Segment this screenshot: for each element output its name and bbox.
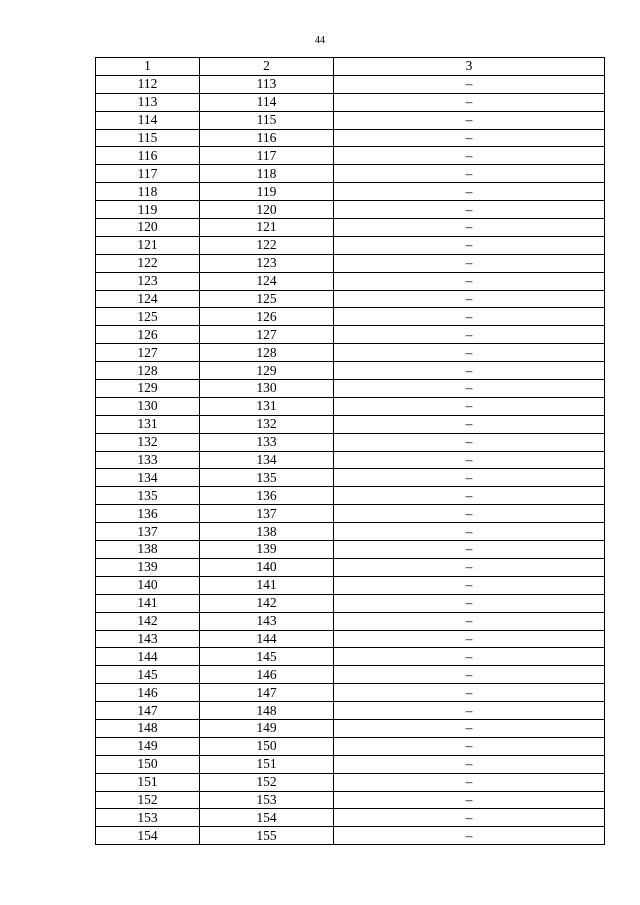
table-cell-col-2: 154 [200, 809, 334, 827]
table-cell-col-1: 150 [96, 755, 200, 773]
table-row [96, 773, 605, 791]
table-cell-col-3: – [334, 236, 605, 254]
table-cell-col-1: 152 [96, 791, 200, 809]
table-cell-col-3: – [334, 666, 605, 684]
table-row [96, 469, 605, 487]
table-cell-col-1: 124 [96, 290, 200, 308]
table-cell-col-3: – [334, 75, 605, 93]
table-cell-col-1: 137 [96, 523, 200, 541]
table-cell-col-3: – [334, 290, 605, 308]
table-cell-col-2: 128 [200, 344, 334, 362]
table-cell-col-2: 118 [200, 165, 334, 183]
table-row [96, 433, 605, 451]
table-row [96, 505, 605, 523]
header-cell-col-1: 1 [96, 58, 200, 76]
table-cell-col-3: – [334, 451, 605, 469]
table-cell-col-3: – [334, 147, 605, 165]
table-cell-col-3: – [334, 755, 605, 773]
table-row [96, 719, 605, 737]
table-row [96, 523, 605, 541]
table-cell-col-3: – [334, 469, 605, 487]
table-cell-col-1: 122 [96, 254, 200, 272]
table-cell-col-1: 125 [96, 308, 200, 326]
table-cell-col-2: 146 [200, 666, 334, 684]
table-cell-col-3: – [334, 648, 605, 666]
table-cell-col-1: 118 [96, 183, 200, 201]
table-cell-col-3: – [334, 719, 605, 737]
table-cell-col-2: 133 [200, 433, 334, 451]
table-row [96, 201, 605, 219]
table-cell-col-1: 119 [96, 201, 200, 219]
table-row [96, 541, 605, 559]
table-cell-col-1: 141 [96, 594, 200, 612]
table-row [96, 648, 605, 666]
table-header [96, 58, 605, 76]
table-cell-col-3: – [334, 380, 605, 398]
table-cell-col-1: 115 [96, 129, 200, 147]
table-cell-col-2: 139 [200, 541, 334, 559]
table-cell-col-2: 123 [200, 254, 334, 272]
table-cell-col-1: 154 [96, 827, 200, 845]
table-cell-col-2: 131 [200, 397, 334, 415]
table-cell-col-3: – [334, 558, 605, 576]
table-cell-col-2: 152 [200, 773, 334, 791]
table-cell-col-1: 117 [96, 165, 200, 183]
table-cell-col-3: – [334, 433, 605, 451]
table-row [96, 558, 605, 576]
table-cell-col-1: 145 [96, 666, 200, 684]
table-row [96, 308, 605, 326]
table-row [96, 254, 605, 272]
table-cell-col-3: – [334, 201, 605, 219]
table-cell-col-1: 143 [96, 630, 200, 648]
table-cell-col-3: – [334, 773, 605, 791]
table-row [96, 75, 605, 93]
table-cell-col-1: 136 [96, 505, 200, 523]
table-row [96, 415, 605, 433]
table-row [96, 576, 605, 594]
table-cell-col-1: 127 [96, 344, 200, 362]
table-cell-col-3: – [334, 523, 605, 541]
table-cell-col-1: 146 [96, 684, 200, 702]
table-cell-col-2: 140 [200, 558, 334, 576]
table-row [96, 236, 605, 254]
table-cell-col-3: – [334, 791, 605, 809]
table-cell-col-2: 148 [200, 702, 334, 720]
table-cell-col-2: 119 [200, 183, 334, 201]
table-cell-col-1: 113 [96, 93, 200, 111]
table-cell-col-2: 144 [200, 630, 334, 648]
table-row [96, 344, 605, 362]
table-cell-col-2: 121 [200, 219, 334, 237]
table-cell-col-3: – [334, 326, 605, 344]
table-row [96, 397, 605, 415]
table-cell-col-2: 137 [200, 505, 334, 523]
table-row [96, 147, 605, 165]
table-row [96, 594, 605, 612]
table-row [96, 326, 605, 344]
table-cell-col-3: – [334, 362, 605, 380]
table-row [96, 487, 605, 505]
table-cell-col-1: 131 [96, 415, 200, 433]
table-cell-col-1: 144 [96, 648, 200, 666]
table-cell-col-1: 153 [96, 809, 200, 827]
table-cell-col-3: – [334, 93, 605, 111]
table-cell-col-3: – [334, 308, 605, 326]
table-cell-col-2: 126 [200, 308, 334, 326]
table-cell-col-1: 139 [96, 558, 200, 576]
table-cell-col-3: – [334, 487, 605, 505]
table-cell-col-3: – [334, 630, 605, 648]
table-cell-col-3: – [334, 129, 605, 147]
table-row [96, 809, 605, 827]
table-row [96, 737, 605, 755]
table-cell-col-2: 115 [200, 111, 334, 129]
table-cell-col-2: 155 [200, 827, 334, 845]
table-cell-col-2: 114 [200, 93, 334, 111]
table-cell-col-3: – [334, 111, 605, 129]
table-cell-col-1: 120 [96, 219, 200, 237]
table-row [96, 272, 605, 290]
table-cell-col-1: 126 [96, 326, 200, 344]
table-cell-col-2: 117 [200, 147, 334, 165]
table-cell-col-1: 142 [96, 612, 200, 630]
table-cell-col-3: – [334, 505, 605, 523]
table-cell-col-1: 133 [96, 451, 200, 469]
table-row [96, 362, 605, 380]
table-cell-col-3: – [334, 272, 605, 290]
table-cell-col-1: 121 [96, 236, 200, 254]
table-row [96, 129, 605, 147]
data-table [95, 57, 605, 845]
table-cell-col-1: 147 [96, 702, 200, 720]
table-cell-col-1: 151 [96, 773, 200, 791]
table-cell-col-3: – [334, 684, 605, 702]
table-row [96, 165, 605, 183]
table-cell-col-2: 135 [200, 469, 334, 487]
table-cell-col-2: 120 [200, 201, 334, 219]
table-cell-col-1: 140 [96, 576, 200, 594]
table-row [96, 290, 605, 308]
table-cell-col-2: 141 [200, 576, 334, 594]
table-cell-col-1: 134 [96, 469, 200, 487]
table-cell-col-3: – [334, 827, 605, 845]
table-cell-col-3: – [334, 612, 605, 630]
table-cell-col-2: 116 [200, 129, 334, 147]
table-row [96, 791, 605, 809]
table-cell-col-2: 136 [200, 487, 334, 505]
table-row [96, 93, 605, 111]
table-cell-col-3: – [334, 397, 605, 415]
table-cell-col-1: 130 [96, 397, 200, 415]
table-row [96, 612, 605, 630]
header-cell-col-2: 2 [200, 58, 334, 76]
table-cell-col-2: 153 [200, 791, 334, 809]
page-number: 44 [315, 35, 325, 46]
table-row [96, 684, 605, 702]
table-cell-col-3: – [334, 594, 605, 612]
table-cell-col-3: – [334, 576, 605, 594]
table-row [96, 755, 605, 773]
table-row [96, 827, 605, 845]
table-cell-col-2: 113 [200, 75, 334, 93]
table-cell-col-2: 145 [200, 648, 334, 666]
header-cell-col-3: 3 [334, 58, 605, 76]
table-cell-col-2: 132 [200, 415, 334, 433]
header-row [96, 58, 605, 76]
table-cell-col-1: 138 [96, 541, 200, 559]
table-row [96, 451, 605, 469]
table-cell-col-2: 151 [200, 755, 334, 773]
table-cell-col-1: 129 [96, 380, 200, 398]
table-cell-col-2: 129 [200, 362, 334, 380]
table-cell-col-2: 150 [200, 737, 334, 755]
table-cell-col-1: 116 [96, 147, 200, 165]
table-cell-col-3: – [334, 737, 605, 755]
table-cell-col-3: – [334, 541, 605, 559]
table-cell-col-1: 149 [96, 737, 200, 755]
table-row [96, 111, 605, 129]
table-cell-col-3: – [334, 254, 605, 272]
table-cell-col-3: – [334, 809, 605, 827]
table-cell-col-2: 143 [200, 612, 334, 630]
table-cell-col-2: 147 [200, 684, 334, 702]
table-cell-col-2: 127 [200, 326, 334, 344]
table-row [96, 630, 605, 648]
table-row [96, 666, 605, 684]
table-cell-col-3: – [334, 415, 605, 433]
table-cell-col-1: 123 [96, 272, 200, 290]
table-cell-col-3: – [334, 183, 605, 201]
table-row [96, 183, 605, 201]
table-cell-col-1: 148 [96, 719, 200, 737]
table-body [96, 75, 605, 844]
table-cell-col-2: 138 [200, 523, 334, 541]
table-row [96, 219, 605, 237]
table-row [96, 702, 605, 720]
table-cell-col-3: – [334, 219, 605, 237]
table-cell-col-3: – [334, 165, 605, 183]
table-cell-col-2: 130 [200, 380, 334, 398]
table-cell-col-1: 112 [96, 75, 200, 93]
table-cell-col-3: – [334, 344, 605, 362]
table-cell-col-2: 149 [200, 719, 334, 737]
table-cell-col-1: 114 [96, 111, 200, 129]
table-cell-col-2: 124 [200, 272, 334, 290]
table-cell-col-2: 142 [200, 594, 334, 612]
table-cell-col-2: 125 [200, 290, 334, 308]
table-cell-col-3: – [334, 702, 605, 720]
table-cell-col-2: 122 [200, 236, 334, 254]
table-cell-col-1: 128 [96, 362, 200, 380]
table-cell-col-1: 132 [96, 433, 200, 451]
table-cell-col-1: 135 [96, 487, 200, 505]
table-row [96, 380, 605, 398]
table-cell-col-2: 134 [200, 451, 334, 469]
